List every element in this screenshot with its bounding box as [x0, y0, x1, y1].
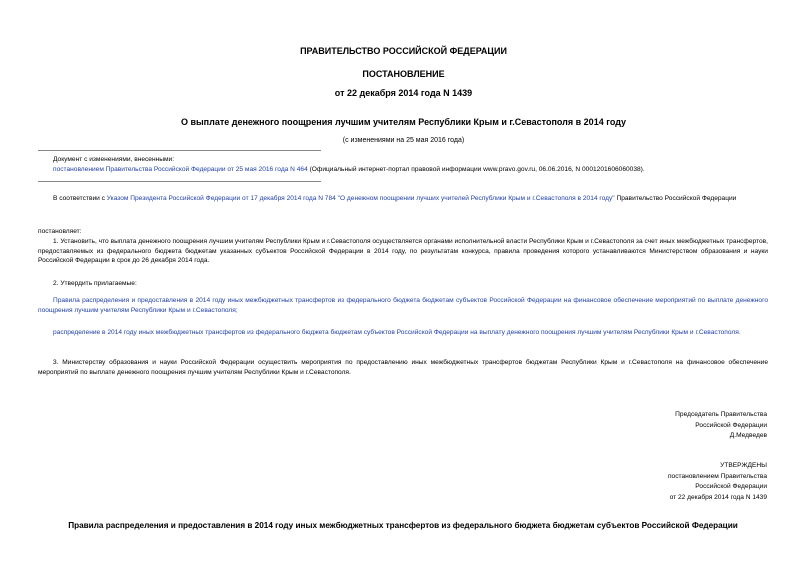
changes-block: [53, 155, 773, 174]
amendment-link[interactable]: постановлением Правительства Российской Федерации от 25 мая 2016 года N 464: [53, 165, 308, 173]
divider: [38, 150, 321, 151]
approval-block: [668, 461, 767, 503]
signature-org: Российской Федерации: [695, 421, 767, 429]
signature-block: [675, 410, 767, 442]
changes-intro: Документ с изменениями, внесенными:: [53, 156, 175, 163]
signature-position: Председатель Правительства: [675, 411, 767, 418]
approved-link-distribution[interactable]: [38, 328, 768, 338]
preamble-start: В соответствии с: [53, 195, 107, 202]
preamble-end: Правительство Российской Федерации: [614, 195, 737, 202]
item-1: 1. Установить, что выплата денежного поощрения лучшим учителям Республики Крым и г.Севастополя осуществляется органами исполнительной власти Республики Крым и г.Севастополя за счет иных межбюджетных трансфертов, предоставляемых из федерального бюджета бюджетам указанных субъектов Российской Федерации в 2014 году, по результатам конкурса, правила проведения которого устанавливаются Министерством образования и науки Российской Федерации в срок до 26 декабря 2014 года.: [38, 238, 768, 265]
rules-link[interactable]: Правила распределения и предоставления в 2014 году иных межбюджетных трансфертов из федерального бюджета бюджетам субъектов Российской Федерации на финансовое обеспечение мероприятий по выплате денежного поощрения лучшим учителям Республики Крым и г.Севастополя;: [38, 297, 768, 314]
preamble-paragraph: [38, 194, 768, 204]
government-heading: ПРАВИТЕЛЬСТВО РОССИЙСКОЙ ФЕДЕРАЦИИ: [300, 46, 507, 56]
document-title: О выплате денежного поощрения лучшим учителям Республики Крым и г.Севастополя в 2014 году: [180, 117, 627, 127]
rules-title: Правила распределения и предоставления в 2014 году иных межбюджетных трансфертов из федерального бюджета бюджетам субъектов Российской Федерации: [68, 521, 738, 530]
changes-tail: (Официальный интернет-портал правовой информации www.pravo.gov.ru, 06.06.2016, N 0001201606060038).: [307, 165, 645, 173]
doc-type-heading: ПОСТАНОВЛЕНИЕ: [362, 69, 445, 79]
approval-title: УТВЕРЖДЕНЫ: [720, 462, 767, 469]
approved-link-rules[interactable]: [38, 296, 768, 315]
decree-link[interactable]: Указом Президента Российской Федерации от 17 декабря 2014 года N 784 "О денежном поощрении лучших учителей Республики Крым и г.Севастополя в 2014 году": [106, 195, 615, 202]
approval-line-4: от 22 декабря 2014 года N 1439: [669, 493, 767, 501]
changes-note: (с изменениями на 25 мая 2016 года): [342, 137, 465, 144]
distribution-link[interactable]: распределение в 2014 году иных межбюджетных трансфертов из федерального бюджета бюджетам субъектов Российской Федерации на выплату денежного поощрения лучшим учителям Республики Крым и г.Севастополя.: [53, 329, 741, 336]
item-2: 2. Утвердить прилагаемые:: [53, 280, 137, 287]
resolves-text: постановляет:: [38, 228, 82, 235]
changes-line: [53, 165, 773, 175]
date-number-heading: от 22 декабря 2014 года N 1439: [334, 88, 473, 98]
item-3: 3. Министерству образования и науки Российской Федерации осуществить мероприятия по предоставлению иных межбюджетных трансфертов бюджетам Республики Крым и г.Севастополя на финансовое обеспечение мероприятий по выплате денежного поощрения лучшим учителям Республики Крым и г.Севастополя.: [38, 359, 768, 376]
approval-line-3: Российской Федерации: [695, 483, 767, 491]
divider: [38, 181, 321, 182]
approval-line-2: постановлением Правительства: [667, 472, 767, 480]
signature-name: Д.Медведев: [729, 432, 767, 440]
